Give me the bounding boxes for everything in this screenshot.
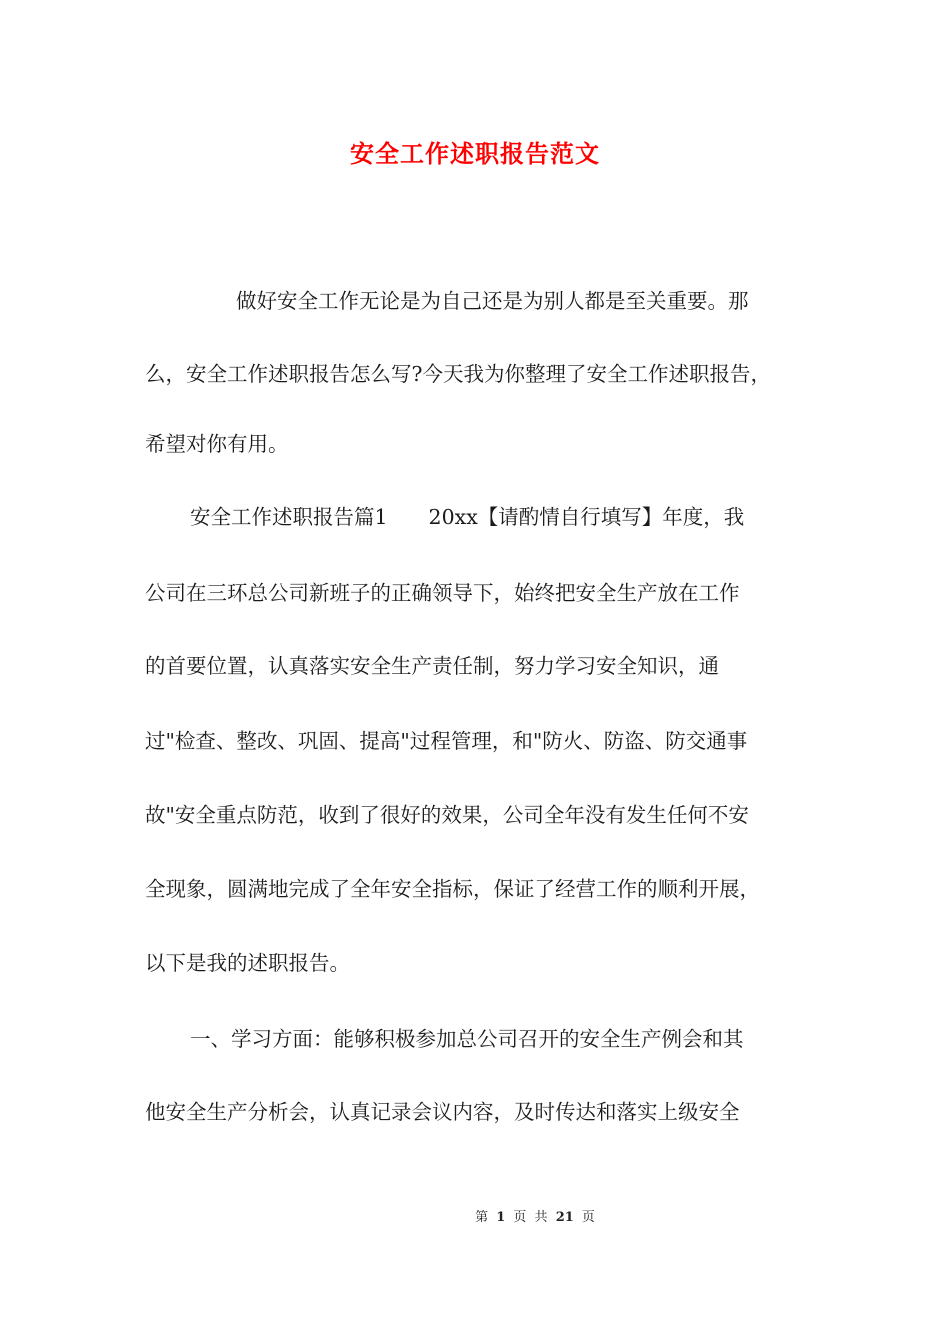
paragraph-line: 全现象，圆满地完成了全年安全指标，保证了经营工作的顺利开展， (145, 877, 760, 901)
footer-suffix: 页 (581, 1210, 595, 1225)
document-title: 安全工作述职报告范文 (350, 139, 600, 168)
current-page-number: 1 (496, 1210, 506, 1225)
footer-prefix: 第 (475, 1210, 489, 1225)
page-footer (0, 1208, 950, 1228)
total-pages-number: 21 (555, 1210, 574, 1225)
paragraph-line: 一、学习方面：能够积极参加总公司召开的安全生产例会和其 (190, 1027, 744, 1051)
footer-middle: 页 共 (513, 1210, 548, 1225)
paragraph-line: 做好安全工作无论是为自己还是为别人都是至关重要。那 (236, 289, 749, 313)
paragraph-line: 希望对你有用。 (145, 432, 289, 456)
paragraph-line: 以下是我的述职报告。 (145, 951, 350, 975)
paragraph-line: 的首要位置，认真落实安全生产责任制，努力学习安全知识，通 (145, 654, 719, 678)
paragraph-line: 故"安全重点防范，收到了很好的效果，公司全年没有发生任何不安 (145, 803, 749, 827)
paragraph-line: 安全工作述职报告篇1 20xx【请酌情自行填写】年度，我 (190, 505, 745, 529)
paragraph-line: 过"检查、整改、巩固、提高"过程管理，和"防火、防盗、防交通事 (145, 729, 748, 753)
paragraph-line: 他安全生产分析会，认真记录会议内容，及时传达和落实上级安全 (145, 1100, 740, 1124)
paragraph-line: 公司在三环总公司新班子的正确领导下，始终把安全生产放在工作 (145, 581, 740, 605)
paragraph-line: 么，安全工作述职报告怎么写?今天我为你整理了安全工作述职报告， (145, 362, 771, 386)
